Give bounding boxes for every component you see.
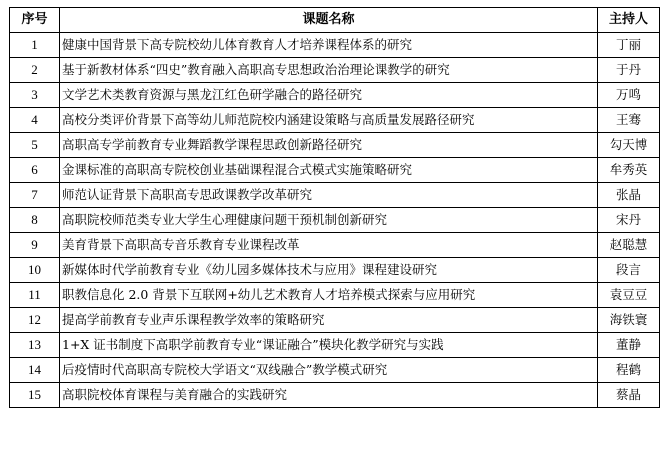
project-host: 赵聪慧	[598, 233, 660, 258]
header-host: 主持人	[598, 8, 660, 33]
row-number: 4	[10, 108, 60, 133]
project-host: 海铁寰	[598, 308, 660, 333]
project-host: 袁豆豆	[598, 283, 660, 308]
project-title: 新媒体时代学前教育专业《幼儿园多媒体技术与应用》课程建设研究	[60, 258, 598, 283]
project-title: 金课标准的高职高专院校创业基础课程混合式模式实施策略研究	[60, 158, 598, 183]
row-number: 15	[10, 383, 60, 408]
project-title: 职教信息化 2.0 背景下互联网+幼儿艺术教育人才培养模式探索与应用研究	[60, 283, 598, 308]
project-table-container	[9, 7, 659, 408]
project-host: 段言	[598, 258, 660, 283]
project-title: 师范认证背景下高职高专思政课教学改革研究	[60, 183, 598, 208]
row-number: 7	[10, 183, 60, 208]
project-title: 健康中国背景下高专院校幼儿体育教育人才培养课程体系的研究	[60, 33, 598, 58]
project-host: 蔡晶	[598, 383, 660, 408]
project-title: 1+X 证书制度下高职学前教育专业“课证融合”模块化教学研究与实践	[60, 333, 598, 358]
table-row	[10, 358, 660, 383]
table-row	[10, 208, 660, 233]
row-number: 9	[10, 233, 60, 258]
project-host: 于丹	[598, 58, 660, 83]
project-host: 董静	[598, 333, 660, 358]
table-row	[10, 83, 660, 108]
project-host: 万鸣	[598, 83, 660, 108]
row-number: 14	[10, 358, 60, 383]
row-number: 2	[10, 58, 60, 83]
table-row	[10, 308, 660, 333]
project-title: 高职高专学前教育专业舞蹈教学课程思政创新路径研究	[60, 133, 598, 158]
project-host: 牟秀英	[598, 158, 660, 183]
project-host: 勾天博	[598, 133, 660, 158]
table-row	[10, 108, 660, 133]
project-host: 宋丹	[598, 208, 660, 233]
row-number: 6	[10, 158, 60, 183]
table-row	[10, 133, 660, 158]
project-title: 高职院校师范类专业大学生心理健康问题干预机制创新研究	[60, 208, 598, 233]
row-number: 13	[10, 333, 60, 358]
table-row	[10, 183, 660, 208]
project-host: 程鹤	[598, 358, 660, 383]
row-number: 12	[10, 308, 60, 333]
table-header-row	[10, 8, 660, 33]
row-number: 8	[10, 208, 60, 233]
table-row	[10, 258, 660, 283]
row-number: 11	[10, 283, 60, 308]
table-row	[10, 333, 660, 358]
project-title: 高校分类评价背景下高等幼儿师范院校内涵建设策略与高质量发展路径研究	[60, 108, 598, 133]
header-no: 序号	[10, 8, 60, 33]
table-row	[10, 158, 660, 183]
project-title: 文学艺术类教育资源与黑龙江红色研学融合的路径研究	[60, 83, 598, 108]
project-host: 王骞	[598, 108, 660, 133]
table-row	[10, 383, 660, 408]
project-table	[9, 7, 660, 408]
project-title: 后疫情时代高职高专院校大学语文“双线融合”教学模式研究	[60, 358, 598, 383]
table-body	[10, 33, 660, 408]
project-host: 张晶	[598, 183, 660, 208]
row-number: 3	[10, 83, 60, 108]
row-number: 1	[10, 33, 60, 58]
row-number: 5	[10, 133, 60, 158]
header-title: 课题名称	[60, 8, 598, 33]
table-row	[10, 33, 660, 58]
project-title: 美育背景下高职高专音乐教育专业课程改革	[60, 233, 598, 258]
project-title: 基于新教材体系“四史”教育融入高职高专思想政治治理论课教学的研究	[60, 58, 598, 83]
project-title: 提高学前教育专业声乐课程教学效率的策略研究	[60, 308, 598, 333]
project-host: 丁丽	[598, 33, 660, 58]
project-title: 高职院校体育课程与美育融合的实践研究	[60, 383, 598, 408]
table-row	[10, 233, 660, 258]
table-row	[10, 283, 660, 308]
row-number: 10	[10, 258, 60, 283]
table-row	[10, 58, 660, 83]
